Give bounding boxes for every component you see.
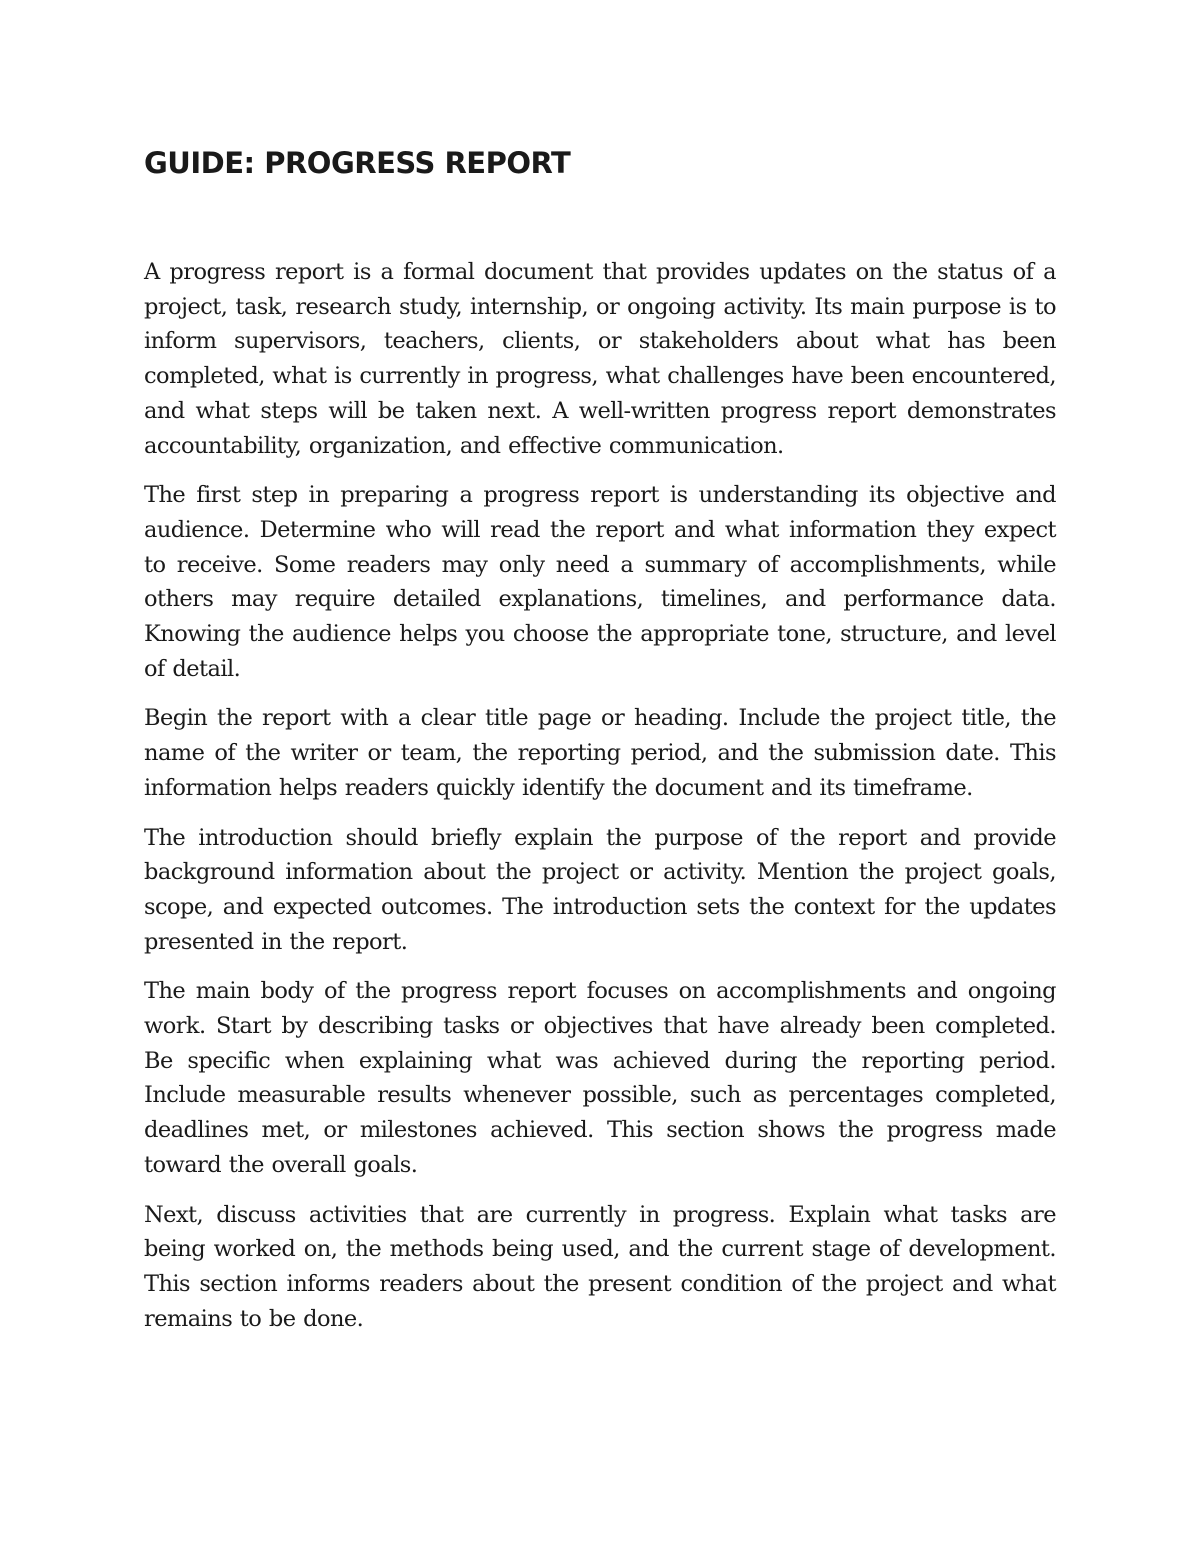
paragraph-introduction-section: The introduction should briefly explain the purpose of the report and provide background information about the project or activity. Mention the project goals, scope, and expected outcomes. The introduction sets the context for the updates presented in the report.: [144, 824, 1056, 955]
paragraph-in-progress: Next, discuss activities that are currently in progress. Explain what tasks are being worked on, the methods being used, and the current stage of development. This section informs readers about the present condition of the project and what remains to be done.: [144, 1201, 1056, 1332]
document-title: GUIDE: PROGRESS REPORT: [144, 146, 571, 180]
paragraph-title-page: Begin the report with a clear title page or heading. Include the project title, the name of the writer or team, the reporting period, and the submission date. This information helps readers quickly identify the document and its timeframe.: [144, 705, 1056, 801]
paragraph-objective-audience: The first step in preparing a progress report is understanding its objective and audience. Determine who will read the report and what information they expect to receive. Some readers may only need a summary of accomplishments, while others may require detailed explanations, timelines, and performance data. Knowing the audience helps you choose the appropriate tone, structure, and level of detail.: [144, 482, 1056, 682]
paragraph-main-body: The main body of the progress report focuses on accomplishments and ongoing work. Start by describing tasks or objectives that have already been completed. Be specific when explaining what was achieved during the reporting period. Include measurable results whenever possible, such as percentages completed, deadlines met, or milestones achieved. This section shows the progress made toward the overall goals.: [144, 978, 1056, 1178]
paragraph-introduction: A progress report is a formal document that provides updates on the status of a project, task, research study, internship, or ongoing activity. Its main purpose is to inform supervisors, teachers, clients, or stakeholders about what has been completed, what is currently in progress, what challenges have been encountered, and what steps will be taken next. A well-written progress report demonstrates accountability, organization, and effective communication.: [144, 259, 1056, 459]
document-body: [144, 255, 1056, 1351]
